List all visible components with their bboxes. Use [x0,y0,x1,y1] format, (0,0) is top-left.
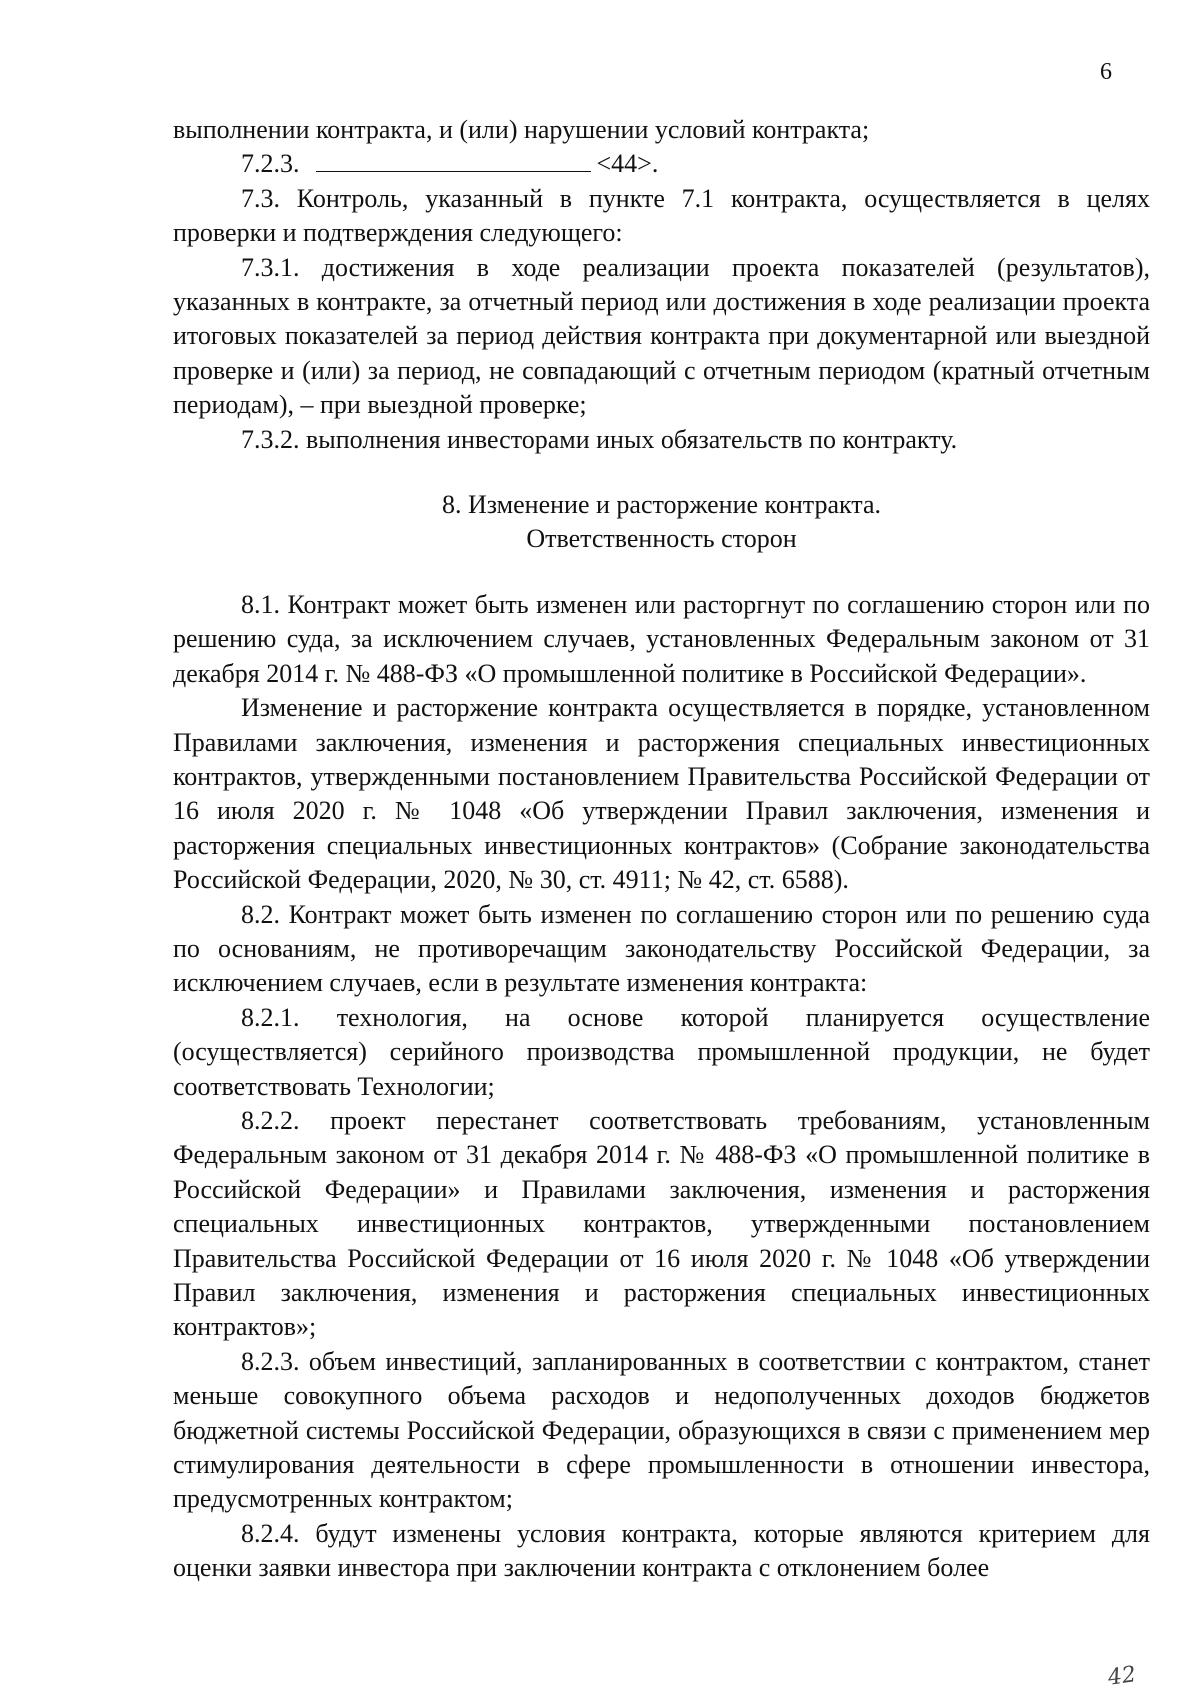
paragraph-8-2-4: 8.2.4. будут изменены условия контракта, которые являются критерием для оценки заявки инвестора при заключении контракта с отклонением более [173,1518,1150,1583]
paragraph-8-2-3: 8.2.3. объем инвестиций, запланированных в соответствии с контрактом, станет меньше совокупного объема расходов и недополученных доходов бюджетов бюджетной системы Российской Федерации, образующихся в связи с применением мер стимулирования деятельности в сфере промышленности в отношении инвестора, предусмотренных контрактом; [173,1346,1150,1514]
section-heading-line-1: 8. Изменение и расторжение контракта. [442,490,881,520]
paragraph-7-3: 7.3. Контроль, указанный в пункте 7.1 контракта, осуществляется в целях проверки и подтверждения следующего: [173,183,1150,248]
paragraph-8-1-continued: Изменение и расторжение контракта осуществляется в порядке, установленном Правилами заключения, изменения и расторжения специальных инвестиционных контрактов, утвержденными постановлением Правительства Российской Федерации от 16 июля 2020 г. № 1048 «Об утверждении Правил заключения, изменения и расторжения специальных инвестиционных контрактов» (Собрание законодательства Российской Федерации, 2020, № 30, ст. 4911; № 42, ст. 6588). [173,693,1150,895]
paragraph-7-2-3 [173,147,1150,181]
clause-number: 7.2.3. [241,149,300,179]
paragraph-7-3-1: 7.3.1. достижения в ходе реализации проекта показателей (результатов), указанных в контракте, за отчетный период или достижения в ходе реализации проекта итоговых показателей за период действия контракта при документарной или выездной проверке и (или) за период, не совпадающий с отчетным периодом (кратный отчетным периодам), – при выездной проверке; [173,252,1150,420]
section-heading [173,488,1150,557]
paragraph-8-2-1: 8.2.1. технология, на основе которой планируется осуществление (осуществляется) серийного производства промышленной продукции, не будет соответствовать Технологии; [173,1002,1150,1101]
paragraph-8-2: 8.2. Контракт может быть изменен по соглашению сторон или по решению суда по основаниям, не противоречащим законодательству Российской Федерации, за исключением случаев, если в результате изменения контракта: [173,899,1150,998]
paragraph-fragment: выполнении контракта, и (или) нарушении условий контракта; [173,115,870,144]
paragraph-7-3-2: 7.3.2. выполнения инвесторами иных обязательств по контракту. [241,424,958,454]
paragraph-8-2-2: 8.2.2. проект перестанет соответствовать требованиям, установленным Федеральным законом от 31 декабря 2014 г. № 488-ФЗ «О промышленной политике в Российской Федерации» и Правилами заключения, изменения и расторжения специальных инвестиционных контрактов, утвержденными постановлением Правительства Российской Федерации от 16 июля 2020 г. № 1048 «Об утверждении Правил заключения, изменения и расторжения специальных инвестиционных контрактов»; [173,1105,1150,1342]
paragraph-8-1: 8.1. Контракт может быть изменен или расторгнут по соглашению сторон или по решению суда, за исключением случаев, установленных Федеральным законом от 31 декабря 2014 г. № 488-ФЗ «О промышленной политике в Российской Федерации». [173,589,1150,688]
document-body [173,113,1150,1586]
page-number: 6 [1100,59,1112,85]
handwritten-sheet-number: 42 [1106,1662,1138,1691]
blank-fill-line [316,149,591,172]
section-heading-line-2: Ответственность сторон [526,524,797,554]
footnote-reference: <44>. [596,149,659,179]
